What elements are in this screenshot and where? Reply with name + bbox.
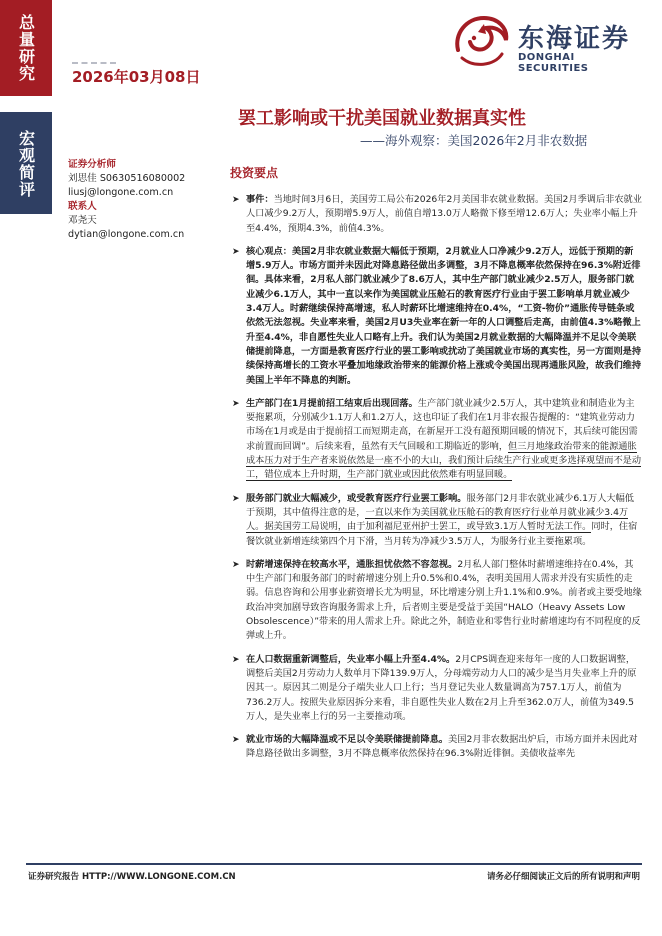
- sidebar-category-label: 总量研究: [16, 14, 36, 82]
- analyst-label: 证券分析师: [68, 159, 116, 170]
- dragon-logo-icon: [448, 10, 514, 72]
- footer-divider: [26, 863, 642, 865]
- sidebar-category-block: [0, 0, 52, 96]
- bullet-fed-outlook: ➤ 就业市场的大幅降温或不足以令美联储提前降息。美国2月非农数据出炉后，市场方面并未因此对降息路径做出多调整，3月不降息概率依然保持在96.3%附近徘徊。美债收益率先: [232, 734, 638, 760]
- footer-source: 证券研究报告 HTTP://WWW.LONGONE.COM.CN: [28, 872, 236, 882]
- sidebar-type-block: [0, 112, 52, 214]
- report-title: 罢工影响或干扰美国就业数据真实性: [238, 108, 526, 129]
- contact-email: dytian@longone.com.cn: [68, 229, 185, 240]
- analyst-name: 刘思佳 S0630516080002: [68, 173, 186, 184]
- bullet-marker-icon: ➤: [232, 195, 240, 205]
- bullet-event: ➤ 事件：当地时间3月6日，美国劳工局公布2026年2月美国非农就业数据。美国2月季调后非农就业人口减少9.2万人，预期增5.9万人，前值自增13.0万人略微下修至增12.6万人；失业率小幅上升至4.4%，预期4.3%，前值4.3%。: [232, 194, 642, 234]
- report-subtitle: ——海外观察：美国2026年2月非农数据: [360, 133, 588, 148]
- footer-disclaimer: 请务必仔细阅读正文后的所有说明和声明: [486, 872, 640, 882]
- bullet-wages: ➤ 时薪增速保持在较高水平，通胀担忧依然不容忽视。2月私人部门整体时薪增速维持在0.4%，其中生产部门和服务部门的时薪增速分别上升0.5%和0.4%，表明美国用人需求并没有实质性的走弱。信息咨询和公用事业薪资增长尤为明显，环比增速分别上升1.1%和0.9%。前者或主要受地缘政治冲突加剧导致咨询服务需求上升，后者则主要是受益于美国“HALO（Heavy Assets Low Obsolescence）”带来的用人需求上升。除此之外，制造业和零售行业时薪增速均有不同程度的反弹或上升。: [232, 558, 642, 642]
- main-content: [230, 164, 642, 771]
- bullet-unemployment: ➤ 在人口数据重新调整后，失业率小幅上升至4.4%。2月CPS调查迎来每年一度的人口数据调整，调整后美国2月劳动力人数单月下降139.9万人，分母端劳动力人口的减少是当月失业率上升的原因其一。原因其二则是分子端失业人口上行；当月登记失业人数量调高为757.1万人，前值为736.2万人。按照失业原因拆分来看，非自愿性失业人数在2月上升至362.0万人，前值为349.5万人，是失业率上行的另一主要推动项。: [232, 653, 637, 722]
- logo-text-en: DONGHAI SECURITIES: [518, 52, 589, 74]
- bullet-marker-icon: ➤: [232, 398, 240, 409]
- section-title: 投资要点: [230, 166, 279, 180]
- sidebar: [0, 0, 52, 936]
- report-date: 2026年03月08日: [72, 68, 201, 86]
- bullet-production: ➤ 生产部门在1月提前招工结束后出现回落。生产部门就业减少2.5万人，其中建筑业和制造业为主要拖累项，分别减少1.1万人和1.2万人，这也印证了我们在1月非农报告提醒的：“建筑业劳动力市场在1月或是由于提前招工而短期走高，在新屋开工没有超预期回暖的情况下，其后续可能因需求前置而回调”。后续来看，虽然有天气回暖和工期临近的影响，但三月地缘政治带来的能源通胀成本压力对于生产者来说依然是一座不小的大山，我们预计后续生产行业或更多选择观望而不是动工，错位成本上升时期，生产部门就业或因此依然难有明显回暖。: [232, 397, 642, 481]
- company-logo: [448, 10, 648, 74]
- logo-text-cn: 东海证券: [518, 24, 631, 54]
- bullet-marker-icon: ➤: [232, 654, 240, 665]
- bullet-marker-icon: ➤: [232, 246, 240, 257]
- analyst-email: liusj@longone.com.cn: [68, 187, 174, 198]
- bullet-marker-icon: ➤: [232, 559, 240, 570]
- bullet-marker-icon: ➤: [232, 735, 240, 746]
- contact-name: 邓尧天: [68, 215, 97, 226]
- analyst-block: [68, 158, 218, 242]
- contact-label: 联系人: [68, 201, 97, 212]
- bullet-services: ➤ 服务部门就业大幅减少，或受教育医疗行业罢工影响。服务部门2月非农就业减少6.1万人大幅低于预期，其中值得注意的是，一直以来作为美国就业压舱石的教育医疗行业单月就业减少3.4万人。据美国劳工局说明，由于加利福尼亚州护士罢工，或导致3.1万人暂时无法工作。同时，住宿餐饮就业新增连续第四个月下滑，当月转为净减少3.5万人，为服务行业主要拖累项。: [232, 492, 638, 547]
- bullet-core-view: ➤ 核心观点：美国2月非农就业数据大幅低于预期，2月就业人口净减少9.2万人，远低于预期的新增5.9万人。市场方面并未因此对降息路径做出多调整，3月不降息概率依然保持在96.3%附近徘徊。具体来看，2月私人部门就业减少了8.6万人，其中生产部门就业减少2.5万人，服务部门就业减少6.1万人，其中一直以来作为美国就业压舱石的教育医疗行业由于罢工影响单月就业减少3.4万人。时薪继续保持高增速，私人时薪环比增速维持在0.4%，“工资-物价”通胀传导链条或依然无法忽视。失业率来看，美国2月U3失业率在新一年的人口调整后走高，由前值4.3%略微上升至4.4%，非自愿性失业人口略有上升。我们认为美国2月就业数据的大幅降温并不足以令美联储提前降息，一方面是教育医疗行业的罢工影响或扰动了美国就业市场的真实性，另一方面则是持续保持高增长的工资水平叠加地缘政治带来的能源价格上涨或令美国出现再通胀风险，故我们维持美国上半年不降息的判断。: [232, 245, 642, 386]
- bullet-marker-icon: ➤: [232, 493, 240, 504]
- sidebar-type-label: 宏观简评: [16, 130, 36, 198]
